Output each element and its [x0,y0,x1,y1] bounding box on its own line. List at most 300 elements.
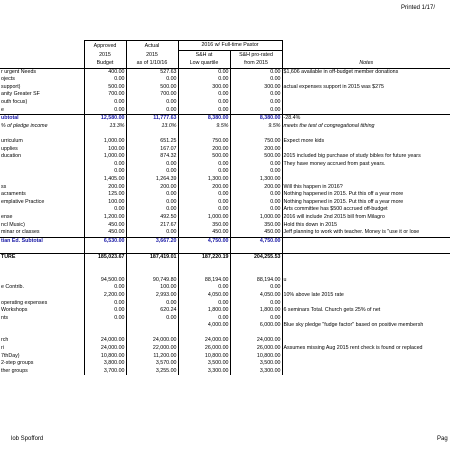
header-notes: Notes [282,59,450,68]
table-row [0,91,450,99]
note-cell: 2016 will include 2nd 2015 bill from Milagro [283,213,385,220]
prorated-cell: 0.00 [230,191,282,199]
prorated-cell: 0.00 [230,206,282,214]
prorated-cell: 0.00 [230,106,282,114]
note-cell: 2015 included big purchase of study bibles for future years [283,153,421,160]
budget-table [0,40,450,375]
table-row [0,253,450,261]
note-cell [282,269,450,277]
row-label: nts [1,314,9,321]
row-label: rch [1,337,9,344]
approved-cell: 13.3% [84,123,126,131]
actual-cell: 700.00 [126,91,178,99]
actual-cell: 492.50 [126,214,178,222]
row-label: support) [1,83,21,90]
approved-cell: 1,000.00 [84,153,126,161]
prorated-cell: 10,800.00 [230,352,282,360]
actual-cell: 11,200.00 [126,352,178,360]
note-cell [282,168,450,176]
approved-cell: 450.00 [84,229,126,237]
header-actual-3: as of 1/10/16 [126,59,178,68]
row-label [0,176,84,184]
table-row [0,368,450,376]
note-cell [282,176,450,184]
note-cell [282,368,450,376]
header-row-1 [0,41,450,51]
approved-cell: 0.00 [84,206,126,214]
actual-cell: 0.00 [126,106,178,114]
sh-cell: 4,750.00 [178,237,230,245]
table-row [0,307,450,315]
sh-cell: 0.00 [178,299,230,307]
approved-cell: 1,405.00 [84,176,126,184]
actual-cell: 24,000.00 [126,337,178,345]
row-label: outh focus) [1,99,28,106]
approved-cell: 1,200.00 [84,214,126,222]
actual-cell: 0.00 [126,315,178,323]
sh-cell: 1,000.00 [178,214,230,222]
prorated-cell: 0.00 [230,284,282,292]
row-label: anity Greater SF [1,91,40,98]
row-label: ducation [1,153,22,160]
approved-cell: 12,580.00 [84,115,126,123]
prorated-cell: 500.00 [230,153,282,161]
approved-cell: 125.00 [84,191,126,199]
sh-cell: 4,050.00 [178,292,230,300]
prorated-cell: 204,255.53 [230,253,282,261]
table-row [0,322,450,330]
note-cell [282,261,450,269]
note-cell: Expect more kids [283,138,325,145]
approved-cell: 1,000.00 [84,138,126,146]
row-label: ense [1,213,13,220]
sh-cell: 350.00 [178,221,230,229]
approved-cell [84,245,126,253]
header-approved-3: Budget [84,59,126,68]
row-label: operating expenses [1,299,48,306]
approved-cell: 200.00 [84,183,126,191]
actual-cell: 1,264.39 [126,176,178,184]
row-label [0,130,84,138]
row-label: e Contrib. [1,284,24,291]
row-label: ther groups [1,367,28,374]
actual-cell [126,322,178,330]
row-label [0,277,84,285]
row-label: urriculum [1,138,23,145]
note-cell: meets the test of congregational tithing [283,122,375,129]
prorated-cell [230,261,282,269]
sh-cell: 4,000.00 [178,322,230,330]
row-label [0,206,84,214]
row-label: upplies [1,145,18,152]
actual-cell: 90,749.80 [126,277,178,285]
sh-cell: 3,300.00 [178,368,230,376]
table-row [0,161,450,169]
row-label: r urgent Needs [1,68,37,75]
actual-cell: 167.07 [126,145,178,153]
table-row [0,183,450,191]
note-cell: Blue sky pledge "fudge factor" based on positive membersh [283,322,424,329]
actual-cell [126,130,178,138]
approved-cell: 500.00 [84,84,126,92]
note-cell [282,76,450,84]
sh-cell: 450.00 [178,229,230,237]
header-group: 2016 w/ Full-time Pastor [178,41,282,51]
row-label: % of pledge income [1,122,48,129]
note-cell: Jeff planning to work with teacher. Money is "use it or lose [283,229,420,236]
table-row [0,153,450,161]
sh-cell: 0.00 [178,68,230,76]
actual-cell [126,330,178,338]
note-cell: Hold this down in 2015 [283,221,338,228]
sh-cell: 9.5% [178,123,230,131]
actual-cell: 500.00 [126,84,178,92]
prorated-cell: 88,194.00 [230,277,282,285]
prorated-cell [230,130,282,138]
table-row [0,145,450,153]
approved-cell [84,322,126,330]
table-row [0,106,450,114]
header-sh-2: Low quartile [178,59,230,68]
table-row [0,360,450,368]
approved-cell: 0.00 [84,76,126,84]
approved-cell: 0.00 [84,161,126,169]
table-row [0,199,450,207]
header-blank [0,59,84,68]
actual-cell: 11,777.63 [126,115,178,123]
prorated-cell: 1,300.00 [230,176,282,184]
sh-cell: 300.00 [178,84,230,92]
approved-cell: 0.00 [84,106,126,114]
approved-cell: 0.00 [84,284,126,292]
table-row [0,337,450,345]
row-label [0,330,84,338]
table-row [0,261,450,269]
actual-cell [126,245,178,253]
table-row [0,245,450,253]
table-row [0,115,450,123]
table-row [0,123,450,131]
sh-cell: 0.00 [178,206,230,214]
row-label: ncl Music) [1,221,25,228]
prorated-cell: 3,300.00 [230,368,282,376]
sh-cell: 3,500.00 [178,360,230,368]
actual-cell: 13.0% [126,123,178,131]
table-row [0,237,450,245]
row-label: TURE [0,253,84,261]
approved-cell: 100.00 [84,145,126,153]
prorated-cell: 750.00 [230,138,282,146]
table-row [0,130,450,138]
approved-cell: 10,800.00 [84,352,126,360]
actual-cell [126,269,178,277]
sh-cell: 0.00 [178,168,230,176]
table-row [0,345,450,353]
row-label: ri [1,345,4,352]
table-row [0,176,450,184]
approved-cell: 185,023.67 [84,253,126,261]
header-prorated-1: S&H pro-rated [230,50,282,59]
note-cell: Will this happen in 2016? [283,183,343,190]
approved-cell: 3,800.00 [84,360,126,368]
row-label [0,161,84,169]
sh-cell: 26,000.00 [178,345,230,353]
actual-cell: 3,667.20 [126,237,178,245]
header-actual-2: 2015 [126,50,178,59]
prorated-cell: 9.5% [230,123,282,131]
actual-cell: 527.63 [126,68,178,76]
footer-page: Pag [437,436,448,442]
actual-cell: 100.00 [126,284,178,292]
approved-cell: 700.00 [84,91,126,99]
note-cell [282,106,450,114]
table-row [0,138,450,146]
actual-cell: 874.32 [126,153,178,161]
approved-cell: 0.00 [84,168,126,176]
header-row-3 [0,59,450,68]
row-label: 7thDay) [1,352,20,359]
note-cell: 10% above late 2015 rate [283,291,344,298]
approved-cell [84,330,126,338]
prorated-cell: 0.00 [230,99,282,107]
note-cell: Nothing happened in 2015. Put this off a year more [283,198,404,205]
table-row [0,168,450,176]
table-row [0,292,450,300]
prorated-cell: 8,380.00 [230,115,282,123]
sh-cell: 0.00 [178,191,230,199]
sh-cell [178,245,230,253]
approved-cell: 24,000.00 [84,345,126,353]
table-row [0,269,450,277]
prorated-cell: 450.00 [230,229,282,237]
table-row [0,284,450,292]
note-cell [282,91,450,99]
approved-cell: 0.00 [84,307,126,315]
approved-cell: 2,200.00 [84,292,126,300]
note-cell: u [283,276,287,283]
table-row [0,214,450,222]
header-sh-1: S&H at [178,50,230,59]
prorated-cell: 26,000.00 [230,345,282,353]
prorated-cell [230,245,282,253]
note-cell: $1,606 available in off-budget member donations [283,68,399,75]
note-cell [282,130,450,138]
actual-cell: 3,255.00 [126,368,178,376]
sh-cell [178,261,230,269]
actual-cell: 0.00 [126,99,178,107]
row-label: acraments [1,191,26,198]
approved-cell: 100.00 [84,199,126,207]
approved-cell: 0.00 [84,315,126,323]
actual-cell: 0.00 [126,76,178,84]
prorated-cell [230,330,282,338]
prorated-cell: 4,050.00 [230,292,282,300]
table-row [0,315,450,323]
header-blank [282,50,450,59]
actual-cell: 0.00 [126,191,178,199]
row-label [0,261,84,269]
actual-cell [126,261,178,269]
table-row [0,299,450,307]
table-row [0,229,450,237]
note-cell: They have money accrued from past years. [283,160,386,167]
sh-cell [178,269,230,277]
actual-cell: 0.00 [126,299,178,307]
note-cell [282,245,450,253]
approved-cell: 0.00 [84,299,126,307]
row-label [0,322,84,330]
actual-cell: 3,570.00 [126,360,178,368]
footer-author: lob Spofford [11,436,44,442]
row-label: ojects [1,76,15,83]
note-cell [282,145,450,153]
row-label: minar or classes [1,229,40,236]
prorated-cell [230,269,282,277]
approved-cell: 24,000.00 [84,337,126,345]
table-row [0,191,450,199]
actual-cell: 651.25 [126,138,178,146]
header-blank [282,41,450,51]
header-row-2 [0,50,450,59]
row-label [0,245,84,253]
sh-cell: 0.00 [178,284,230,292]
note-cell [282,330,450,338]
row-label [0,269,84,277]
note-cell: 6 seminars Total. Church gets 25% of net [283,307,381,314]
printed-date: Printed 1/17/ [401,5,436,11]
table-row [0,76,450,84]
prorated-cell: 1,000.00 [230,214,282,222]
header-approved-2: 2015 [84,50,126,59]
table-row [0,68,450,76]
prorated-cell: 0.00 [230,199,282,207]
note-cell: -28.4% [282,115,450,123]
note-cell [282,299,450,307]
approved-cell: 3,700.00 [84,368,126,376]
sh-cell: 24,000.00 [178,337,230,345]
header-blank [0,50,84,59]
actual-cell: 22,000.00 [126,345,178,353]
sh-cell: 88,194.00 [178,277,230,285]
table-row [0,277,450,285]
approved-cell: 94,500.00 [84,277,126,285]
note-cell [282,315,450,323]
sh-cell: 0.00 [178,91,230,99]
sh-cell [178,130,230,138]
prorated-cell: 0.00 [230,161,282,169]
table-row [0,221,450,229]
sh-cell: 0.00 [178,99,230,107]
sh-cell: 0.00 [178,161,230,169]
actual-cell: 200.00 [126,183,178,191]
prorated-cell: 0.00 [230,91,282,99]
table-row [0,99,450,107]
prorated-cell: 0.00 [230,299,282,307]
row-label [0,292,84,300]
sh-cell: 1,800.00 [178,307,230,315]
sh-cell: 200.00 [178,183,230,191]
budget-table-body [0,41,450,376]
prorated-cell: 0.00 [230,76,282,84]
table-row [0,352,450,360]
actual-cell: 0.00 [126,161,178,169]
prorated-cell: 300.00 [230,84,282,92]
actual-cell: 217.67 [126,221,178,229]
header-prorated-2: from 2015 [230,59,282,68]
sh-cell: 8,380.00 [178,115,230,123]
sh-cell: 750.00 [178,138,230,146]
row-label: 2-step groups [1,360,34,367]
actual-cell: 0.00 [126,229,178,237]
sh-cell: 500.00 [178,153,230,161]
header-actual-1: Actual [126,41,178,51]
prorated-cell: 24,000.00 [230,337,282,345]
actual-cell: 187,419.01 [126,253,178,261]
prorated-cell: 0.00 [230,68,282,76]
row-label: ss [1,183,7,190]
note-cell: actual expenses support in 2015 was $275 [283,83,384,90]
sh-cell: 10,800.00 [178,352,230,360]
header-blank [0,41,84,51]
row-label: e [1,106,4,113]
approved-cell [84,261,126,269]
note-cell: Arts committee has $500 accrued off-budget [283,206,388,213]
row-label [0,168,84,176]
prorated-cell: 3,500.00 [230,360,282,368]
note-cell: Nothing happened in 2015. Put this off a year more [283,191,404,198]
sh-cell: 187,220.19 [178,253,230,261]
actual-cell: 0.00 [126,199,178,207]
table-row [0,206,450,214]
note-cell [282,99,450,107]
approved-cell: 6,530.00 [84,237,126,245]
prorated-cell: 200.00 [230,183,282,191]
actual-cell: 0.00 [126,206,178,214]
table-row [0,330,450,338]
row-label: Workshops [1,307,28,314]
sh-cell: 1,300.00 [178,176,230,184]
note-cell [282,352,450,360]
actual-cell: 620.24 [126,307,178,315]
note-cell [282,360,450,368]
sh-cell: 0.00 [178,76,230,84]
note-cell: Assumes missing Aug 2015 rent check is found or replaced [283,345,423,352]
actual-cell: 2,993.00 [126,292,178,300]
sh-cell: 0.00 [178,315,230,323]
approved-cell [84,269,126,277]
prorated-cell: 4,750.00 [230,237,282,245]
sh-cell: 0.00 [178,199,230,207]
sh-cell [178,330,230,338]
prorated-cell: 6,000.00 [230,322,282,330]
prorated-cell: 0.00 [230,315,282,323]
prorated-cell: 200.00 [230,145,282,153]
sh-cell: 0.00 [178,106,230,114]
note-cell [282,337,450,345]
note-cell [282,284,450,292]
note-cell [282,237,450,245]
actual-cell: 0.00 [126,168,178,176]
sh-cell: 200.00 [178,145,230,153]
table-row [0,84,450,92]
approved-cell: 400.00 [84,68,126,76]
header-approved-1: Approved [84,41,126,51]
prorated-cell: 350.00 [230,221,282,229]
prorated-cell: 1,800.00 [230,307,282,315]
approved-cell: 450.00 [84,221,126,229]
prorated-cell: 0.00 [230,168,282,176]
row-label: emplative Practice [1,198,45,205]
